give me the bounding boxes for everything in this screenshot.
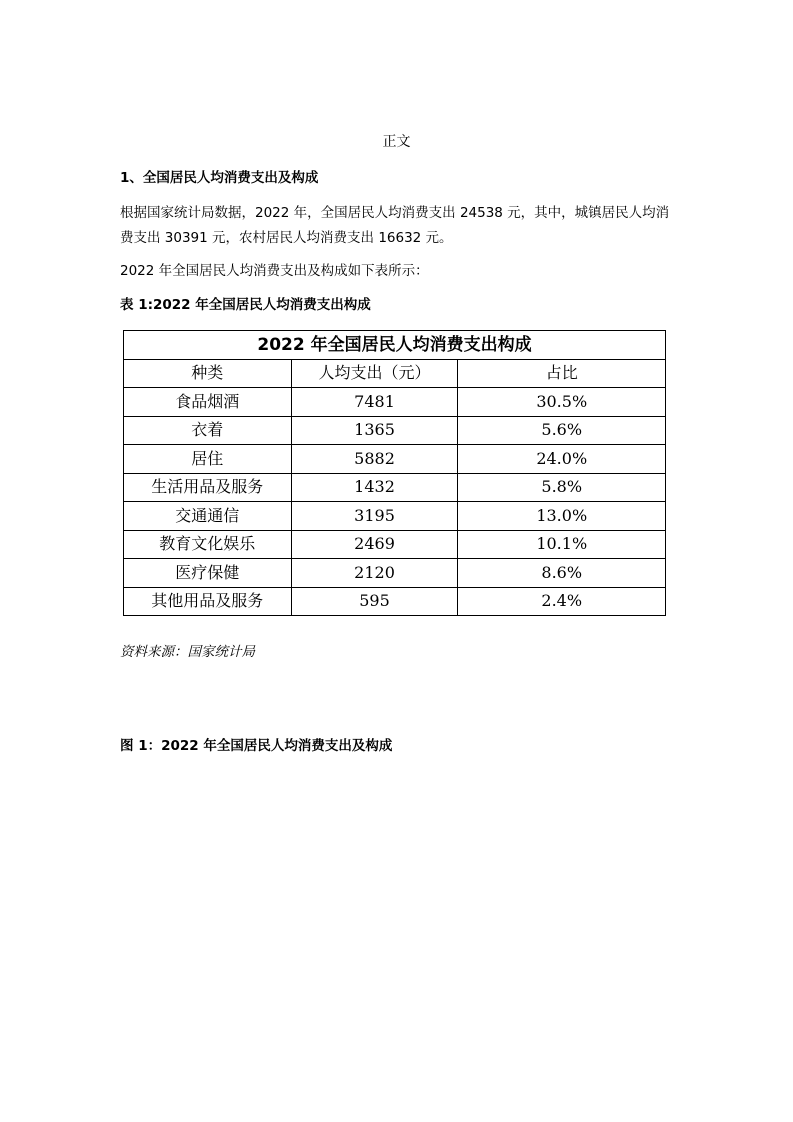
source-note: 资料来源：国家统计局 bbox=[120, 644, 255, 660]
table-row bbox=[124, 502, 666, 531]
header-share: 占比 bbox=[458, 359, 666, 388]
spending-cell: 2120 bbox=[291, 559, 458, 588]
table-title-row bbox=[124, 331, 666, 360]
table-title: 2022 年全国居民人均消费支出构成 bbox=[124, 331, 666, 360]
spending-cell: 1365 bbox=[291, 416, 458, 445]
intro-paragraph: 根据国家统计局数据，2022 年，全国居民人均消费支出 24538 元，其中，城镇居民人均消费支出 30391 元，农村居民人均消费支出 16632 元。 bbox=[120, 205, 670, 246]
spending-cell: 2469 bbox=[291, 530, 458, 559]
share-cell: 2.4% bbox=[458, 587, 666, 616]
share-cell: 5.6% bbox=[458, 416, 666, 445]
table-row bbox=[124, 445, 666, 474]
table-header-row bbox=[124, 359, 666, 388]
category-cell: 医疗保健 bbox=[124, 559, 292, 588]
page-title: 正文 bbox=[382, 134, 411, 150]
header-per-capita-spending: 人均支出（元） bbox=[291, 359, 458, 388]
table-intro-paragraph: 2022 年全国居民人均消费支出及构成如下表所示： bbox=[120, 263, 429, 279]
spending-cell: 5882 bbox=[291, 445, 458, 474]
category-cell: 衣着 bbox=[124, 416, 292, 445]
header-category: 种类 bbox=[124, 359, 292, 388]
spending-cell: 595 bbox=[291, 587, 458, 616]
table-row bbox=[124, 587, 666, 616]
table-row bbox=[124, 416, 666, 445]
share-cell: 5.8% bbox=[458, 473, 666, 502]
figure-caption: 图 1：2022 年全国居民人均消费支出及构成 bbox=[120, 738, 393, 754]
category-cell: 其他用品及服务 bbox=[124, 587, 292, 616]
share-cell: 24.0% bbox=[458, 445, 666, 474]
section-heading: 1、全国居民人均消费支出及构成 bbox=[120, 170, 319, 186]
consumption-table bbox=[123, 330, 666, 616]
spending-cell: 7481 bbox=[291, 388, 458, 417]
category-cell: 食品烟酒 bbox=[124, 388, 292, 417]
table-row bbox=[124, 530, 666, 559]
share-cell: 13.0% bbox=[458, 502, 666, 531]
table-row bbox=[124, 388, 666, 417]
share-cell: 30.5% bbox=[458, 388, 666, 417]
spending-cell: 3195 bbox=[291, 502, 458, 531]
table-row bbox=[124, 473, 666, 502]
category-cell: 交通通信 bbox=[124, 502, 292, 531]
spending-cell: 1432 bbox=[291, 473, 458, 502]
category-cell: 居住 bbox=[124, 445, 292, 474]
table-caption: 表 1:2022 年全国居民人均消费支出构成 bbox=[120, 297, 371, 313]
category-cell: 生活用品及服务 bbox=[124, 473, 292, 502]
share-cell: 8.6% bbox=[458, 559, 666, 588]
category-cell: 教育文化娱乐 bbox=[124, 530, 292, 559]
share-cell: 10.1% bbox=[458, 530, 666, 559]
table-row bbox=[124, 559, 666, 588]
